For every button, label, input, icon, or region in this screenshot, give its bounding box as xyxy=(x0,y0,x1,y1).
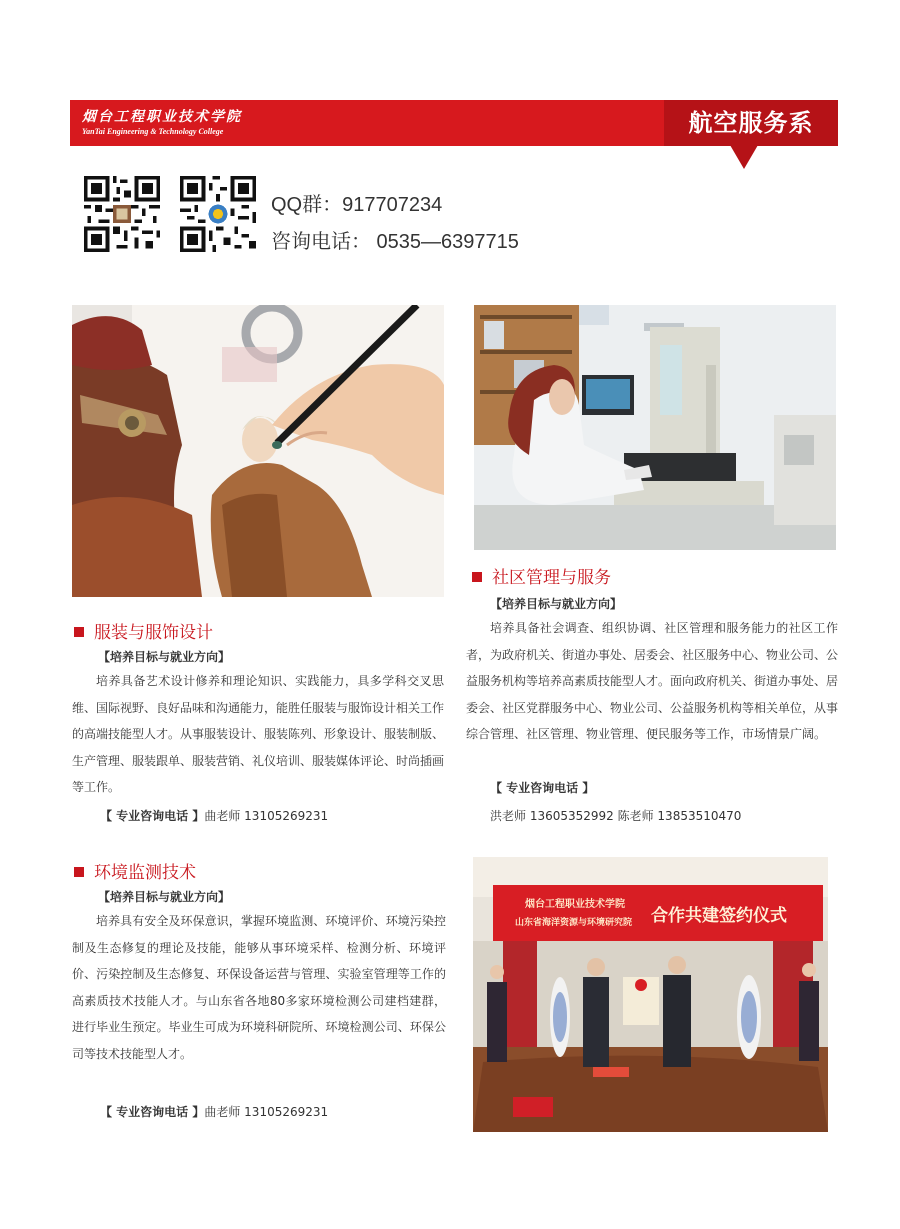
body-environment: 培养具有安全及环保意识，掌握环境监测、环境评价、环境污染控制及生态修复的理论及技能，能够从事环境采样、检测分析、环境评价、污染控制及生态修复、环保设备运营与管理、实验室管理等工作的高素质技术技能人才。与山东省各地80多家环境检测公司建档建群，进行毕业生预定。毕业生可成为环境科研院所、环境检测公司、环保公司等技术技能型人才。 xyxy=(72,914,446,1061)
laboratory-photo xyxy=(474,305,836,550)
subhead-fashion: 【培养目标与就业方向】 xyxy=(98,650,231,664)
fashion-design-photo xyxy=(72,305,444,597)
qr-code-icon xyxy=(82,176,162,252)
college-name-cn: 烟台工程职业技术学院 xyxy=(82,109,242,125)
college-name-en: YanTai Engineering & Technology College xyxy=(82,127,224,136)
body-fashion: 培养具备艺术设计修养和理论知识、实践能力，具多学科交叉思维、国际视野、良好品味和沟通能力，能胜任服装与服饰设计相关工作的高端技能型人才。从事服装设计、服装陈列、形象设计、服装制版、生产管理、服装跟单、服装营销、礼仪培训、服装媒体评论、时尚插画等工作。 xyxy=(72,674,445,794)
contact-value-community: 洪老师 13605352992 陈老师 13853510470 xyxy=(490,809,742,823)
square-bullet-icon xyxy=(74,627,84,637)
square-bullet-icon xyxy=(74,867,84,877)
section-title-environment: 环境监测技术 xyxy=(74,858,196,883)
qr-code-icon xyxy=(178,176,258,252)
body-community: 培养具备社会调查、组织协调、社区管理和服务能力的社区工作者，为政府机关、街道办事处、居委会、社区服务中心、物业公司、公益服务机构等培养高素质技能型人才。面向政府机关、街道办事处、居委会、社区党群服务中心、物业公司、公益服务机构等相关单位，从事综合管理、社区管理、物业管理、便民服务等工作，市场情景广阔。 xyxy=(466,621,839,741)
department-tab-pointer xyxy=(730,145,758,169)
consult-phone: 咨询电话： 0535—6397715 xyxy=(271,231,519,253)
department-title: 航空服务系 xyxy=(688,109,814,137)
section-title-fashion: 服装与服饰设计 xyxy=(74,618,213,643)
signing-ceremony-photo xyxy=(473,857,828,1132)
qq-group: QQ群：917707234 xyxy=(271,194,443,216)
contact-fashion: 【 专业咨询电话 】曲老师 13105269231 xyxy=(100,809,329,823)
banner-college-text: 烟台工程职业技术学院 xyxy=(525,899,625,910)
banner-ceremony-text: 合作共建签约仪式 xyxy=(651,906,787,926)
contact-environment: 【 专业咨询电话 】曲老师 13105269231 xyxy=(100,1105,329,1119)
contact-label-community: 【 专业咨询电话 】 xyxy=(490,781,595,795)
subhead-environment: 【培养目标与就业方向】 xyxy=(98,890,231,904)
section-title-community: 社区管理与服务 xyxy=(472,563,611,588)
square-bullet-icon xyxy=(472,572,482,582)
subhead-community: 【培养目标与就业方向】 xyxy=(490,597,623,611)
banner-institute-text: 山东省海洋资源与环境研究院 xyxy=(515,918,633,928)
